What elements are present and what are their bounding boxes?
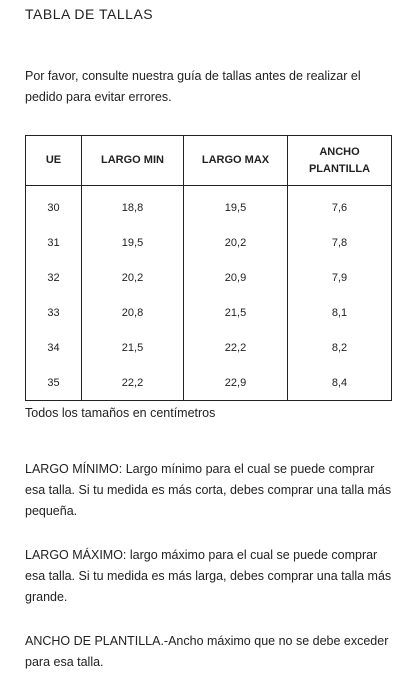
cell-min-length: 20,8	[82, 295, 184, 330]
definition-min-length: LARGO MÍNIMO: Largo mínimo para el cual se puede comprar esa talla. Si tu medida es más corta, debes comprar una talla más pequeña.	[25, 462, 392, 518]
cell-eu-size: 34	[26, 330, 82, 365]
header-row	[26, 136, 392, 186]
header-max-length: LARGO MAX	[184, 136, 288, 186]
cell-insole-width: 7,9	[288, 260, 392, 295]
cell-max-length: 20,9	[184, 260, 288, 295]
cell-insole-width: 8,1	[288, 295, 392, 330]
cell-max-length: 21,5	[184, 295, 288, 330]
cell-min-length: 21,5	[82, 330, 184, 365]
table-row	[26, 295, 392, 330]
cell-min-length: 18,8	[82, 186, 184, 226]
definition-insole-width: ANCHO DE PLANTILLA.-Ancho máximo que no se debe exceder para esa talla.	[25, 634, 389, 669]
cell-eu-size: 33	[26, 295, 82, 330]
cell-max-length: 22,9	[184, 365, 288, 401]
cell-insole-width: 8,2	[288, 330, 392, 365]
header-insole-width-label: ANCHO PLANTILLA	[308, 145, 371, 175]
header-min-length: LARGO MIN	[82, 136, 184, 186]
size-table-header	[26, 136, 392, 186]
cell-min-length: 20,2	[82, 260, 184, 295]
cell-eu-size: 31	[26, 225, 82, 260]
cell-insole-width: 8,4	[288, 365, 392, 401]
cell-max-length: 20,2	[184, 225, 288, 260]
table-row	[26, 186, 392, 226]
cell-min-length: 19,5	[82, 225, 184, 260]
header-eu-size: UE	[26, 136, 82, 186]
size-table-body	[26, 186, 392, 401]
cell-eu-size: 35	[26, 365, 82, 401]
table-row	[26, 330, 392, 365]
units-note: Todos los tamaños en centímetros	[25, 406, 216, 420]
cell-eu-size: 32	[26, 260, 82, 295]
definition-max-length: LARGO MÁXIMO: largo máximo para el cual se puede comprar esa talla. Si tu medida es más larga, debes comprar una talla más grande.	[25, 548, 392, 604]
page-title: TABLA DE TALLAS	[25, 6, 154, 22]
table-row	[26, 260, 392, 295]
cell-max-length: 22,2	[184, 330, 288, 365]
table-row	[26, 365, 392, 401]
cell-eu-size: 30	[26, 186, 82, 226]
size-table	[25, 135, 392, 401]
cell-insole-width: 7,8	[288, 225, 392, 260]
header-insole-width	[288, 136, 392, 186]
cell-min-length: 22,2	[82, 365, 184, 401]
table-row	[26, 225, 392, 260]
cell-max-length: 19,5	[184, 186, 288, 226]
cell-insole-width: 7,6	[288, 186, 392, 226]
intro-text: Por favor, consulte nuestra guía de tallas antes de realizar el pedido para evitar errores.	[25, 69, 361, 104]
